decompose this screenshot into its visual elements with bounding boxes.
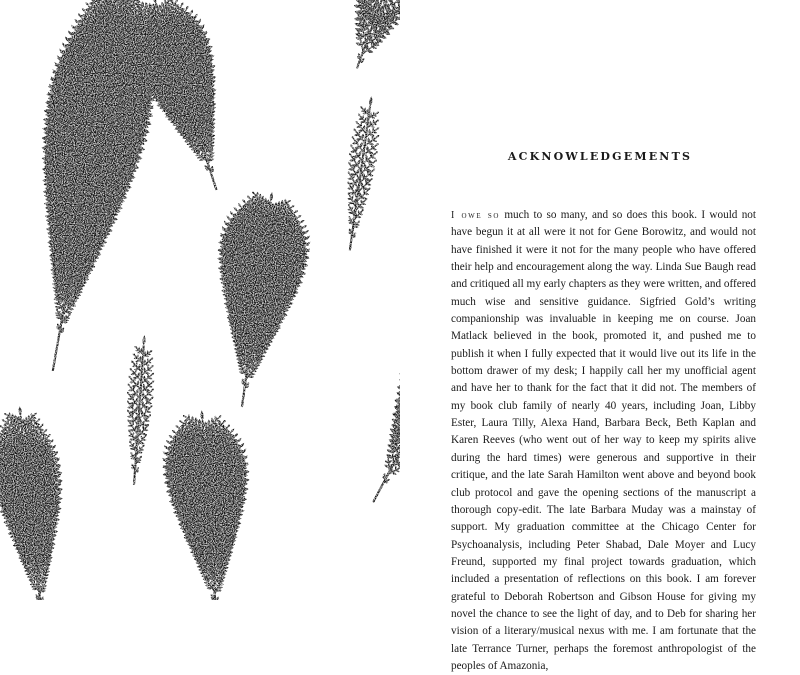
page-heading: ACKNOWLEDGEMENTS [507,150,693,163]
paragraph-text: much to so many, and so does this book. I would not have begun it at all were it not for Gene Borowitz, and would not have finished it were it not for the many people who have offered their help and encouragement along the way. Linda Sue Baugh read and critiqued all my early chapters as they were written, and offered much wise and sensitive guidance. Sigfried Gold’s writing companionship was invaluable in keeping me on course. Joan Matlack believed in the book, promoted it, and pushed me to publish it when I fully expected that it would live out its life in the bottom drawer of my desk; I happily call her my unofficial agent and have her to thank for the fact that it did not. The members of my book club family of nearly 40 years, including Joan, Libby Ester, Laura Tilly, Alexa Hand, Barbara Beck, Beth Kaplan and Karen Reeves (who went out of her way to keep my spirits alive during the hard times) were generous and supportive in their critique, and the late Sarah Hamilton went above and beyond book club protocol and gave the opening sections of the manuscript a thorough copy-edit. The late Barbara Muday was a mainstay of support. My graduation committee at the Chicago Center for Psychoanalysis, including Peter Shabad, Dale Moyer and Lucy Freund, supported my final project towards graduation, which included a presentation of reflections on this book. I am forever grateful to Deborah Robertson and Gibson House for giving my novel the chance to see the light of day, and to Deb for sharing her vision of a literary/musical nexus with me. I am fortunate that the late Terrance Turner, perhaps the foremost anthropologist of the peoples of Amazonia, [451,209,756,672]
lead-in-small-caps: I owe so [451,210,501,221]
acknowledgements-paragraph [451,207,756,675]
acknowledgements-page [400,0,800,672]
fern-print-pattern-image [0,0,400,600]
fern-illustration-page [0,0,400,600]
